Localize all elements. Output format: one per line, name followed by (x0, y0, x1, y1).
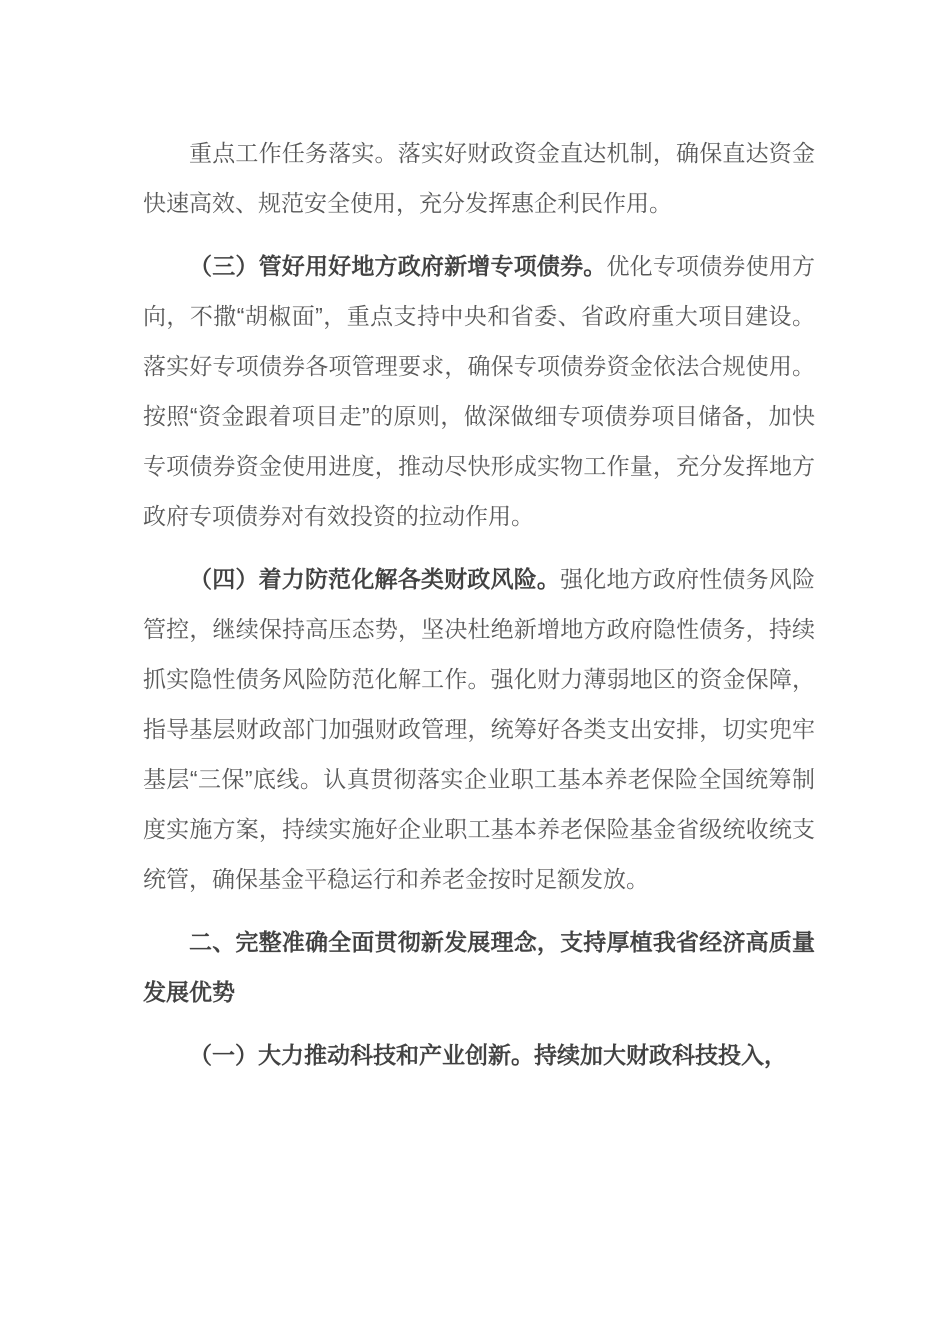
paragraph-lead-section-4: （四）着力防范化解各类财政风险。 (189, 566, 561, 592)
paragraph-special-bonds (143, 241, 815, 541)
section-heading-2 (143, 917, 815, 1017)
paragraph-fiscal-risk (143, 554, 815, 904)
paragraph-tech-innovation (143, 1030, 815, 1080)
paragraph-text: 重点工作任务落实。落实好财政资金直达机制，确保直达资金快速高效、规范安全使用，充分发挥惠企利民作用。 (143, 140, 815, 216)
paragraph-direct-funds (143, 128, 815, 228)
paragraph-lead-section-1: （一）大力推动科技和产业创新。持续加大财政科技投入， (189, 1042, 787, 1068)
paragraph-text: 强化地方政府性债务风险管控，继续保持高压态势，坚决杜绝新增地方政府隐性债务，持续抓实隐性债务风险防范化解工作。强化财力薄弱地区的资金保障，指导基层财政部门加强财政管理，统筹好各类支出安排，切实兜牢基层“三保”底线。认真贯彻落实企业职工基本养老保险全国统筹制度实施方案，持续实施好企业职工基本养老保险基金省级统收统支统管，确保基金平稳运行和养老金按时足额发放。 (143, 566, 816, 892)
paragraph-text: 优化专项债券使用方向，不撒“胡椒面”，重点支持中央和省委、省政府重大项目建设。落实好专项债券各项管理要求，确保专项债券资金依法合规使用。按照“资金跟着项目走”的原则，做深做细专项债券项目储备，加快专项债券资金使用进度，推动尽快形成实物工作量，充分发挥地方政府专项债券对有效投资的拉动作用。 (143, 253, 816, 529)
section-heading-text: 二、完整准确全面贯彻新发展理念，支持厚植我省经济高质量发展优势 (143, 929, 815, 1005)
paragraph-lead-section-3: （三）管好用好地方政府新增专项债券。 (189, 253, 607, 279)
